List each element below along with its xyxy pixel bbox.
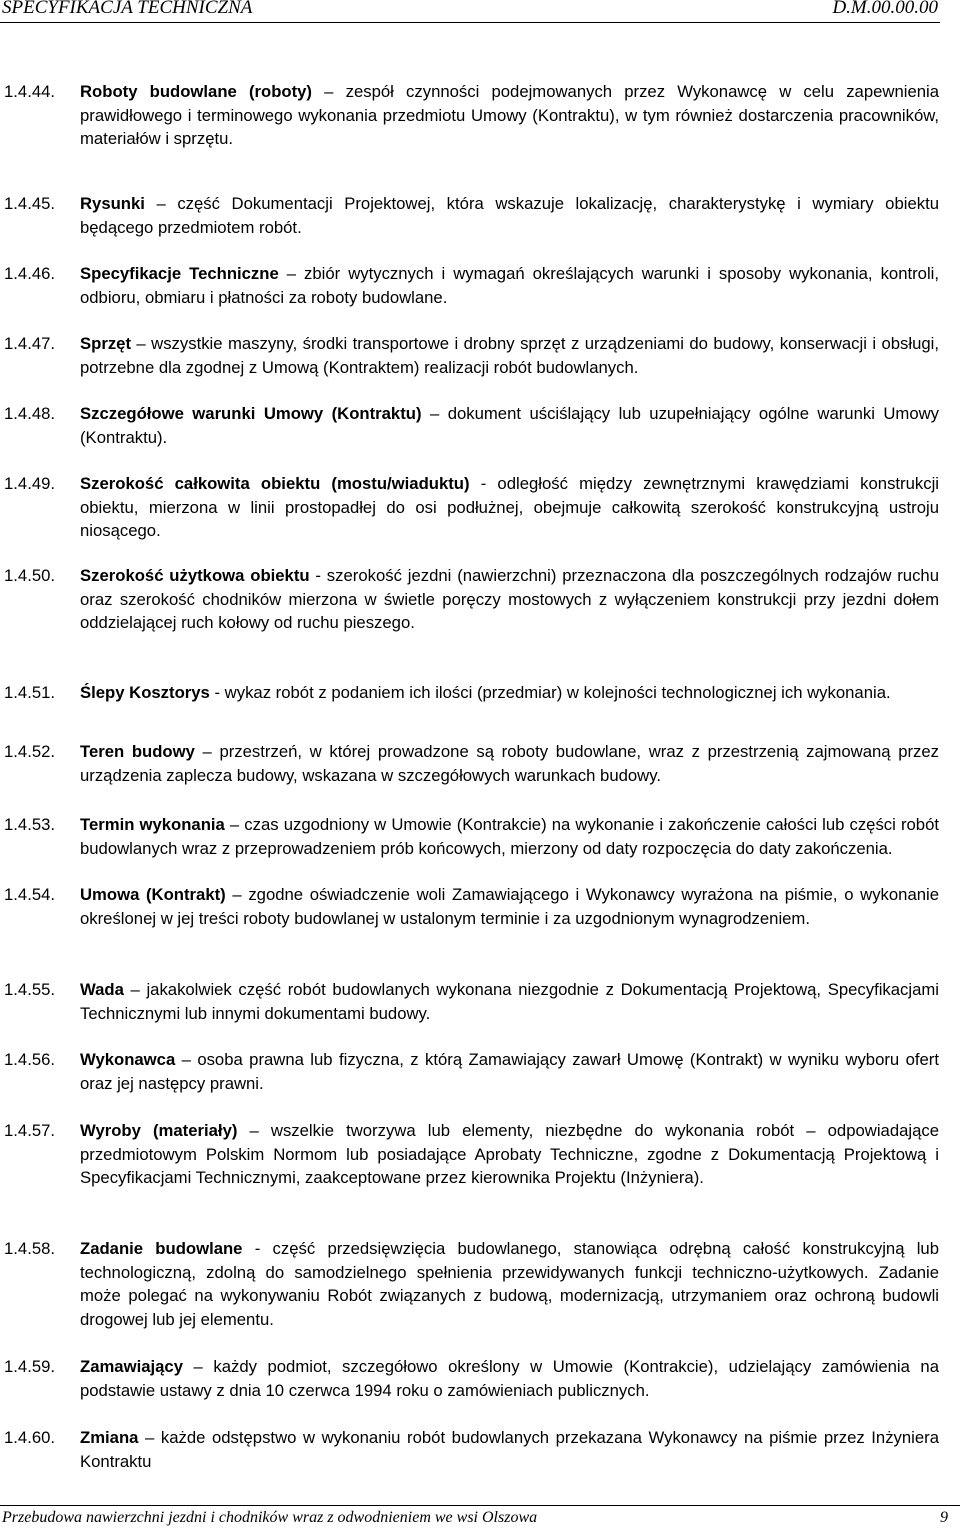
definition-text: - szerokość jezdni (nawierzchni) przeznaczona dla poszczególnych rodzajów ruchu oraz szerokość chodników mierzona w świetle poręczy mostowych z wyłączeniem konstrukcji przy jezdni dołem oddzielającej ruch kołowy od ruchu pieszego. (80, 566, 939, 632)
definition-1-4-50 (0, 564, 940, 635)
definition-text: – przestrzeń, w której prowadzone są roboty budowlane, wraz z przestrzenią zajmowaną przez urządzenia zaplecza budowy, wskazana w szczegółowych warunkach budowy. (80, 742, 939, 785)
definition-body (80, 1119, 939, 1190)
definition-text: – zespół czynności podejmowanych przez Wykonawcę w celu zapewnienia prawidłowego i terminowego wykonania przedmiotu Umowy (Kontraktu), w tym również dostarczenia pracowników, materiałów i sprzętu. (80, 82, 939, 148)
definition-term: Teren budowy (80, 742, 195, 761)
definition-term: Termin wykonania (80, 815, 225, 834)
definition-number: 1.4.47. (4, 334, 56, 353)
definition-text: – wszelkie tworzywa lub elementy, niezbędne do wykonania robót – odpowiadające przedmiotowym Polskim Normom lub posiadające Aprobaty Techniczne, zgodne z Dokumentacją Projektową i Specyfikacjami Technicznymi, zaakceptowane przez kierownika Projektu (Inżyniera). (80, 1121, 939, 1187)
definition-number: 1.4.44. (4, 82, 56, 101)
header-code: D.M.00.00.00 (832, 0, 938, 18)
definition-text: – dokument uściślający lub uzupełniający ogólne warunki Umowy (Kontraktu). (80, 404, 939, 447)
definition-text: – czas uzgodniony w Umowie (Kontrakcie) na wykonanie i zakończenie całości lub części robót budowlanych wraz z przeprowadzeniem prób końcowych, mierzony od daty rozpoczęcia do daty zakończenia. (80, 815, 939, 858)
definition-text: – każde odstępstwo w wykonaniu robót budowlanych przekazana Wykonawcy na piśmie przez Inżyniera Kontraktu (80, 1428, 939, 1471)
definition-term: Ślepy Kosztorys (80, 683, 210, 702)
definition-text: – część Dokumentacji Projektowej, która wskazuje lokalizację, charakterystykę i wymiary obiektu będącego przedmiotem robót. (80, 194, 939, 237)
definition-body (80, 564, 939, 635)
definition-body (80, 1237, 939, 1331)
definition-1-4-44 (0, 80, 940, 151)
definition-body (80, 1426, 939, 1473)
definition-body (80, 978, 939, 1025)
definition-number: 1.4.52. (4, 742, 56, 761)
definition-1-4-47 (0, 332, 940, 379)
definition-text: – wszystkie maszyny, środki transportowe i drobny sprzęt z urządzeniami do budowy, konserwacji i obsługi, potrzebne dla zgodnej z Umową (Kontraktem) realizacji robót budowlanych. (80, 334, 939, 377)
definition-term: Szczegółowe warunki Umowy (Kontraktu) (80, 404, 422, 423)
definition-number: 1.4.58. (4, 1239, 56, 1258)
definition-body (80, 332, 939, 379)
definition-term: Wyroby (materiały) (80, 1121, 238, 1140)
definition-text: - część przedsięwzięcia budowlanego, stanowiąca odrębną całość konstrukcyjną lub technologiczną, zdolną do samodzielnego spełnienia przewidywanych funkcji techniczno-użytkowych. Zadanie może polegać na wykonywaniu Robót związanych z budową, modernizacją, utrzymaniem oraz ochroną budowli drogowej lub jej elementu. (80, 1239, 939, 1329)
definition-1-4-49 (0, 472, 940, 543)
definition-1-4-59 (0, 1355, 940, 1402)
definition-number: 1.4.54. (4, 885, 56, 904)
definition-number: 1.4.50. (4, 566, 56, 585)
definition-term: Wykonawca (80, 1050, 176, 1069)
definition-1-4-51 (0, 681, 940, 705)
definition-body (80, 1048, 939, 1095)
footer-title: Przebudowa nawierzchni jezdni i chodników wraz z odwodnieniem we wsi Olszowa (2, 1509, 538, 1526)
page-header (0, 0, 960, 22)
definition-number: 1.4.59. (4, 1357, 56, 1376)
definition-1-4-46 (0, 262, 940, 309)
definition-body (80, 740, 939, 787)
definition-number: 1.4.56. (4, 1050, 56, 1069)
header-title: SPECYFIKACJA TECHNICZNA (2, 0, 253, 18)
definition-body (80, 1355, 939, 1402)
definition-number: 1.4.48. (4, 404, 56, 423)
definition-text: – zbiór wytycznych i wymagań określających warunki i sposoby wykonania, kontroli, odbioru, obmiaru i płatności za roboty budowlane. (80, 264, 939, 307)
definition-term: Umowa (Kontrakt) (80, 885, 226, 904)
footer-divider (0, 1505, 960, 1506)
definition-number: 1.4.60. (4, 1428, 56, 1447)
definition-body (80, 681, 939, 705)
definition-1-4-45 (0, 192, 940, 239)
page-footer (0, 1507, 960, 1529)
definition-number: 1.4.51. (4, 683, 56, 702)
definition-term: Zamawiający (80, 1357, 183, 1376)
definition-1-4-53 (0, 813, 940, 860)
definition-number: 1.4.45. (4, 194, 56, 213)
definition-number: 1.4.46. (4, 264, 56, 283)
definition-term: Szerokość całkowita obiektu (mostu/wiaduktu) (80, 474, 470, 493)
definition-1-4-54 (0, 883, 940, 930)
definition-text: - wykaz robót z podaniem ich ilości (przedmiar) w kolejności technologicznej ich wykonania. (209, 683, 891, 702)
definition-number: 1.4.53. (4, 815, 56, 834)
definition-term: Szerokość użytkowa obiektu (80, 566, 310, 585)
definition-1-4-60 (0, 1426, 940, 1473)
definition-term: Sprzęt (80, 334, 131, 353)
definition-1-4-58 (0, 1237, 940, 1331)
definition-1-4-55 (0, 978, 940, 1025)
definition-term: Rysunki (80, 194, 145, 213)
definition-text: – każdy podmiot, szczegółowo określony w Umowie (Kontrakcie), udzielający zamówienia na podstawie ustawy z dnia 10 czerwca 1994 roku o zamówieniach publicznych. (80, 1357, 939, 1400)
definition-term: Zmiana (80, 1428, 139, 1447)
definition-text: – jakakolwiek część robót budowlanych wykonana niezgodnie z Dokumentacją Projektową, Specyfikacjami Technicznymi lub innymi dokumentami budowy. (80, 980, 939, 1023)
definition-body (80, 883, 939, 930)
definition-1-4-52 (0, 740, 940, 787)
definition-body (80, 813, 939, 860)
definition-body (80, 192, 939, 239)
definition-number: 1.4.57. (4, 1121, 56, 1140)
definition-body (80, 472, 939, 543)
page-number: 9 (940, 1509, 948, 1526)
definition-1-4-56 (0, 1048, 940, 1095)
definition-body (80, 402, 939, 449)
definition-text: – osoba prawna lub fizyczna, z którą Zamawiający zawarł Umowę (Kontrakt) w wyniku wyboru ofert oraz jej następcy prawni. (80, 1050, 939, 1093)
definition-body (80, 262, 939, 309)
definition-1-4-48 (0, 402, 940, 449)
definition-number: 1.4.49. (4, 474, 56, 493)
definition-term: Specyfikacje Techniczne (80, 264, 279, 283)
definition-term: Zadanie budowlane (80, 1239, 243, 1258)
definition-text: - odległość między zewnętrznymi krawędziami konstrukcji obiektu, mierzona w linii prostopadłej do osi podłużnej, obejmuje całkowitą szerokość konstrukcyjną ustroju niosącego. (80, 474, 939, 540)
definition-1-4-57 (0, 1119, 940, 1190)
definition-body (80, 80, 939, 151)
header-divider (0, 22, 940, 23)
definition-text: – zgodne oświadczenie woli Zamawiającego i Wykonawcy wyrażona na piśmie, o wykonanie określonej w jej treści roboty budowlanej w ustalonym terminie i za uzgodnionym wynagrodzeniem. (80, 885, 940, 928)
definition-term: Roboty budowlane (roboty) (80, 82, 312, 101)
definition-number: 1.4.55. (4, 980, 56, 999)
definition-term: Wada (80, 980, 124, 999)
